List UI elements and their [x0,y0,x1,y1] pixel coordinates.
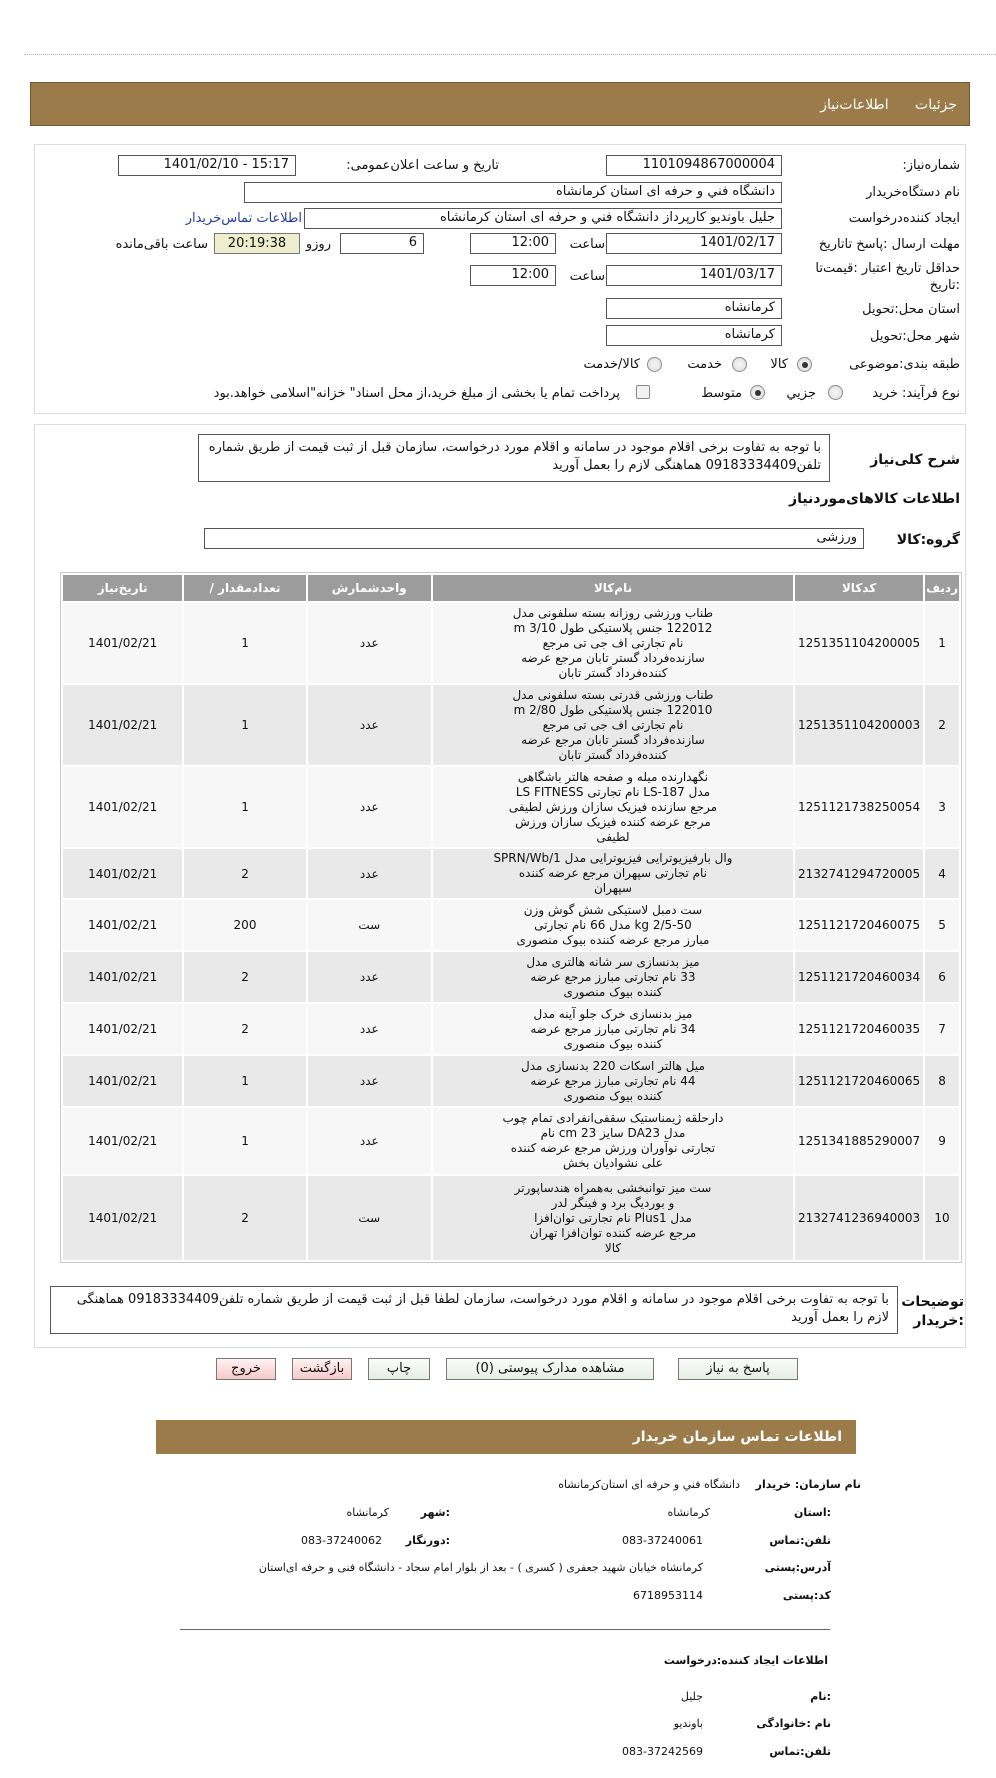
row-date: 1401/02/21 [63,952,182,1002]
general-desc-text: با توجه به تفاوت برخی اقلام موجود در سامانه و اقلام مورد درخواست، سازمان قبل از ثبت قیمت از طریق شماره تلفن09183334409 هماهنگی لازم را بعمل آورید [208,440,821,473]
row-name-line: مرجع عرضه کننده فیزیک سازان ورزش [515,814,711,829]
category-label: طبقه بندی:موضوعی [849,357,960,372]
row-name-line: 44 نام تجارتی مبارز مرجع عرضه [530,1073,696,1088]
table-row[interactable] [63,603,959,683]
row-name [433,900,793,950]
contact-postal-value: 6718953114 [633,1589,703,1602]
row-index: 6 [925,952,959,1002]
row-name-line: نام تجارتی سپهران مرجع عرضه کننده [518,866,708,880]
contact-title: اطلاعات تماس سازمان خریدار [632,1429,842,1445]
row-unit: عدد [308,767,431,847]
row-name-line: کننده‌فرداد گستر تابان [558,747,668,762]
row-name-line: و بوردیگ برد و فینگر لدر [551,1195,675,1210]
days-label: روزو [305,237,331,252]
row-unit: ست [308,900,431,950]
row-name-line: کننده بیوک منصوری [563,984,663,999]
row-name [433,849,793,898]
row-qty: 1 [184,767,305,847]
row-name-line: 122010 جنس پلاستیکی طول 2/80 m [513,702,713,717]
row-unit: عدد [308,1004,431,1054]
contact-city-value: كرمانشاه [346,1506,389,1519]
table-row[interactable] [63,849,959,898]
contact-org-label: نام سازمان: خریدار [755,1478,861,1491]
buyer-notes-label-1: توضیحات [901,1294,964,1310]
remaining-label: ساعت باقی‌مانده [115,237,208,252]
process-radio-medium[interactable] [750,385,765,400]
row-index: 4 [925,849,959,898]
payment-checkbox[interactable] [636,385,650,399]
row-name [433,767,793,847]
creator-phone-value: 083-37242569 [622,1745,703,1758]
need-number-label: شماره‌نیاز: [902,158,960,173]
category-option-service: خدمت [687,357,722,372]
validity-time-field[interactable]: 12:00 [470,265,556,286]
row-name-line: دارحلقه ژیمناستیک سقفی‌انفرادی تمام چوب [502,1111,724,1125]
payment-note: پرداخت تمام یا بخشی از مبلغ خرید،از محل اسناد" خزانه"اسلامی خواهد.بود [213,386,620,401]
process-radio-minor[interactable] [828,385,843,400]
announce-label: تاریخ و ساعت اعلان‌عمومی: [346,158,499,173]
row-name-line: ست دمبل لاستیکی شش گوش وزن [523,902,703,917]
need-number-field[interactable]: 1101094867000004 [606,155,782,176]
row-name-line: کالا [604,1240,622,1255]
goods-group-label: گروه:کالا [896,532,960,548]
validity-date-field[interactable]: 1401/03/17 [606,265,782,286]
top-divider [24,54,996,55]
reply-button[interactable]: پاسخ به نیاز [678,1358,798,1380]
row-name-line: نام تجارتی اف جی تی مرجع [542,717,684,732]
row-index: 5 [925,900,959,950]
row-code: 1251341885290007 [795,1108,923,1174]
attachments-button[interactable]: مشاهده مدارک پیوستی (0) [446,1358,654,1380]
row-date: 1401/02/21 [63,900,182,950]
row-name-line: نام تجارتی اف جی تی مرجع [542,635,684,650]
row-index: 3 [925,767,959,847]
buyer-notes-label-2: :خریدار [913,1313,964,1329]
col-name-header: نام‌کالا [433,575,793,601]
row-name-line: میل هالتر اسکات 220 بدنسازی مدل [520,1058,705,1073]
creator-label: ایجاد کننده‌درخواست [848,211,960,226]
row-qty: 2 [184,952,305,1002]
row-unit: عدد [308,1108,431,1174]
contact-address-label: آدرس:پستی [764,1561,831,1574]
row-name-line: 33 نام تجارتی مبارز مرجع عرضه [530,969,696,984]
contact-province-label: :استان [794,1506,831,1519]
province-field[interactable]: کرمانشاه [606,298,782,319]
row-qty: 1 [184,603,305,683]
buyer-notes-box [50,1286,898,1334]
header-bar [30,82,970,126]
buyer-notes-text: با توجه به تفاوت برخی اقلام موجود در سامانه و اقلام مورد درخواست، سازمان لطفا قبل از ثبت قیمت از طریق شماره تلفن09183334409 هماهنگی لازم را بعمل آورید [76,1292,889,1325]
row-name-line: کننده بیوک منصوری [563,1036,663,1051]
row-index: 9 [925,1108,959,1174]
row-name [433,685,793,765]
contact-title-bar [156,1420,856,1454]
items-table-header [63,575,959,601]
col-unit-header: واحد‌شمارش [308,575,431,601]
table-row[interactable] [63,952,959,1002]
row-name [433,1108,793,1174]
row-name-line: مدل DA23 سایز 23 cm نام [540,1126,686,1140]
row-code: 1251121720460034 [795,952,923,1002]
row-name-line: 2/5-50 kg مدل 66 نام تجارتی [534,917,692,932]
row-qty: 200 [184,900,305,950]
creator-info-title: اطلاعات ایجاد کننده:درخواست [663,1654,828,1667]
row-name-line: تجارتی نوآوران ورزش مرجع عرضه کننده [510,1141,716,1155]
category-radio-both[interactable] [647,357,662,372]
row-date: 1401/02/21 [63,849,182,898]
row-name-line: مبارز مرجع عرضه کننده بیوک منصوری [516,932,710,947]
col-row-header: ردیف [925,575,959,601]
row-date: 1401/02/21 [63,1004,182,1054]
col-qty-header: تعداد‌مقدار / [184,575,305,601]
table-row[interactable] [63,900,959,950]
table-row[interactable] [63,685,959,765]
row-name-line: کننده بیوک منصوری [563,1088,663,1103]
category-option-both: کالا/خدمت [583,357,640,372]
back-button[interactable]: بازگشت [292,1358,352,1380]
row-code: 1251121720460035 [795,1004,923,1054]
contact-province-value: كرمانشاه [667,1506,710,1519]
print-button[interactable]: چاپ [368,1358,430,1380]
category-option-goods: کالا [770,357,788,372]
row-index: 2 [925,685,959,765]
deadline-time-field[interactable]: 12:00 [470,233,556,254]
table-row[interactable] [63,1056,959,1106]
col-date-header: تاریخ‌نیاز [63,575,182,601]
table-row[interactable] [63,1108,959,1174]
deadline-label: مهلت ارسال :پاسخ تا‌تاریخ [818,237,960,252]
contact-city-label: :شهر [420,1506,450,1519]
tab-details[interactable]: جزئیات [915,97,957,113]
row-name-line: میز بدنسازی سر شانه هالتری مدل [526,954,700,969]
row-name-line: مرجع سازنده فیزیک سازان ورزش لطیفی [508,799,718,814]
buyer-org-field[interactable]: دانشگاه فني و حرفه اى استان كرمانشاه [244,182,782,203]
contact-org-value: دانشگاه فني و حرفه اى استان‌كرمانشاه [558,1478,740,1491]
items-table-body [63,603,959,1260]
row-code: 1251351104200005 [795,603,923,683]
row-date: 1401/02/21 [63,685,182,765]
remaining-time: 20:19:38 [214,233,300,254]
row-name-line: نگهدارنده میله و صفحه هالتر باشگاهی [517,769,709,784]
validity-label-2: :تاریخ [929,278,960,293]
table-row[interactable] [63,1176,959,1260]
row-name-line: سپهران [593,881,632,895]
validity-time-label: ساعت [569,269,605,284]
contact-fax-value: 083-37240062 [301,1534,382,1547]
contact-fax-label: :دورنگار [405,1534,450,1547]
table-row[interactable] [63,1004,959,1054]
contact-address-value: کرمانشاه خیابان شهید جعفری ( کسری ) - بعد از بلوار امام سجاد - دانشگاه فنی و حرفه ای‌استان [258,1561,703,1574]
contact-phone-value: 083-37240061 [622,1534,703,1547]
province-label: استان محل:تحویل [862,302,960,317]
row-name-line: 34 نام تجارتی مبارز مرجع عرضه [530,1021,696,1036]
category-radio-service[interactable] [732,357,747,372]
row-name-line: مرجع عرضه کننده توان‌افزا تهران [529,1225,697,1240]
row-name-line: ست میز توانبخشی به‌همراه هندساپورتر [514,1180,712,1195]
city-label: شهر محل:تحویل [870,329,960,344]
creator-family-value: باونديو [673,1717,703,1730]
row-unit: عدد [308,952,431,1002]
exit-button[interactable]: خروج [216,1358,276,1380]
goods-info-title: اطلاعات کالاهای‌مورد‌نیاز [789,491,960,507]
row-name-line: مدل LS-187 نام تجارتی LS FITNESS [515,784,711,799]
row-qty: 1 [184,1108,305,1174]
col-code-header: کدکالا [795,575,923,601]
general-desc-box [198,434,830,482]
process-option-minor: جزیي [786,386,816,401]
row-name [433,1176,793,1260]
items-table [61,573,961,1262]
goods-group-field[interactable]: ورزشی [204,528,864,549]
row-code: 1251121720460075 [795,900,923,950]
row-name [433,1004,793,1054]
row-unit: عدد [308,603,431,683]
city-field[interactable]: کرمانشاه [606,325,782,346]
row-code: 1251121738250054 [795,767,923,847]
general-desc-label: شرح کلی‌نیاز [870,452,960,468]
process-label: نوع فرآیند: خرید [872,386,960,401]
row-date: 1401/02/21 [63,1056,182,1106]
row-unit: عدد [308,685,431,765]
row-date: 1401/02/21 [63,767,182,847]
buyer-contact-link[interactable]: اطلاعات تماس‌خریدار [185,211,302,226]
row-qty: 1 [184,685,305,765]
row-qty: 1 [184,1056,305,1106]
announce-field[interactable]: 1401/02/10 - 15:17 [118,155,296,176]
row-index: 1 [925,603,959,683]
row-name-line: کننده‌فرداد گستر تابان [558,665,668,680]
items-table-wrapper [60,572,962,1263]
creator-phone-label: تلفن:تماس [769,1745,831,1758]
deadline-time-label: ساعت [569,237,605,252]
row-date: 1401/02/21 [63,1108,182,1174]
row-date: 1401/02/21 [63,1176,182,1260]
row-qty: 2 [184,1176,305,1260]
row-unit: عدد [308,849,431,898]
table-row[interactable] [63,767,959,847]
row-name-line: وال بارفیزیوترایی فیزیوترایی مدل SPRN/Wb/1 [493,851,733,865]
row-name [433,952,793,1002]
row-name [433,603,793,683]
row-name-line: طناب ورزشی قدرتی بسته سلفونی مدل [512,687,714,702]
contact-postal-label: کد:پستی [782,1589,831,1602]
validity-label-1: حداقل تاریخ اعتبار :قیمت‌تا [815,261,960,276]
row-name-line: طناب ورزشی روزانه بسته سلفونی مدل [512,605,714,620]
row-unit: عدد [308,1056,431,1106]
creator-family-label: نام :خانوادگی [756,1717,831,1730]
row-index: 8 [925,1056,959,1106]
row-index: 7 [925,1004,959,1054]
row-date: 1401/02/21 [63,603,182,683]
row-code: 2132741236940003 [795,1176,923,1260]
creator-name-label: :نام [810,1690,831,1703]
row-name-line: علی نشوادیان بخش [563,1156,663,1170]
row-name-line: سازنده‌فرداد گستر تابان مرجع عرضه [521,650,705,665]
row-qty: 2 [184,1004,305,1054]
row-qty: 2 [184,849,305,898]
row-unit: ست [308,1176,431,1260]
row-name-line: مدل Plus1 نام تجارتی توان‌افزا [534,1210,692,1225]
row-code: 1251121720460065 [795,1056,923,1106]
row-name-line: لطیفی [596,829,630,844]
creator-field[interactable]: جليل باونديو كارپرداز دانشگاه فني و حرفه اى استان كرمانشاه [304,208,782,229]
row-name-line: 122012 جنس پلاستیکی طول 3/10 m [513,620,713,635]
row-code: 1251351104200003 [795,685,923,765]
row-name [433,1056,793,1106]
buyer-org-label: نام دستگاه‌خریدار [866,185,960,200]
row-index: 10 [925,1176,959,1260]
row-name-line: میز بدنسازی خرک جلو آینه مدل [533,1006,693,1021]
tab-need-info[interactable]: اطلاعات‌نیاز [820,97,889,113]
creator-name-value: جليل [680,1690,703,1703]
category-radio-goods[interactable] [797,357,812,372]
contact-phone-label: تلفن:تماس [769,1534,831,1547]
deadline-date-field[interactable]: 1401/02/17 [606,233,782,254]
process-option-medium: متوسط [701,386,742,401]
row-code: 2132741294720005 [795,849,923,898]
row-name-line: سازنده‌فرداد گستر تابان مرجع عرضه [521,732,705,747]
days-field[interactable]: 6 [340,233,424,254]
contact-divider [180,1629,830,1630]
